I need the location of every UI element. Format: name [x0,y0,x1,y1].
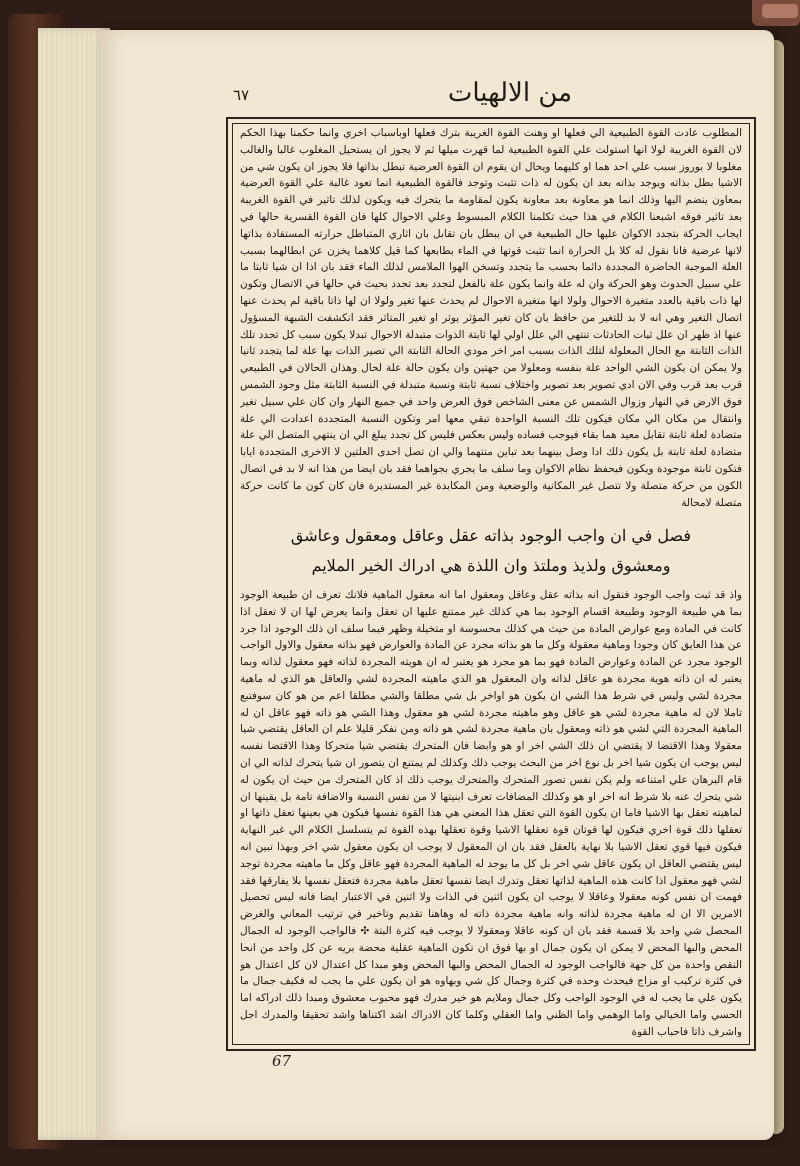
page-fore-edge [774,40,784,1134]
section-heading-line-2: ومعشوق ولذيذ وملتذ وان اللذة هي ادراك الخير الملايم [311,556,671,575]
paragraph-1: المطلوب عادت القوة الطبيعية الي فعلها او وهنت القوة الغريبة بترك فعلها اوباسباب اخري وانما حكمنا بهذا الحكم لان القوة الغريبة لولا انها استولت علي القوة الطبيعية لما قهرت ميلها ثم لا يجوز ان يستحيل المغلوب غالبا والغالب مغلوبا لا بوروز سبب علي احد هما او كليهما ويحال ان يقوم ان القوة العرضية تبطل بذاتها فلا يجوز ان يكون شي من الاشيا بطل بذاته ويوجد بذاته بعد ان يكون له ذات تثبت وتوجد فالقوة الطبيعية انما تعود غالبة علي القوة العرضية بمعاون ينضم اليها وذلك انما هو معاونة بعد معاونة يكون لمقاومة ما يتحرك فيه ويكون لذلك تاثير في القوة الغريبة بعد تاثير فوقه اشبعنا الكلام في هذا حيث تكلمنا الكلام المبسوط وعلي الاحوال كلها فان القوة القسرية حالها في ايجاب الحركة بتجدد الاكوان عليها حال الطبيعية في ان يبطل بان تقابل بان اثاري المتباطل حرارته المستفادة بذاتها لانها عرضية فانا نقول له كلا بل الحرارة انما تثبت قوتها في الماء بطابعها كما قيل كلاهما يخزن عن ابطالهما بسبب العلة الموجبة الحاضرة المجددة دائما بحسب ما يتجدد وتسخن الهوا الملامس لذلك الماء فقد بان اذا ان شيا ثابتا ما علي سبيل الحدوث وهو الحركة وان له علة وانما يكون علة بالفعل لتجدد بعد تجدد بحيث في حالها في الاتصال وتكون لها ذات باقية بالعدد متغيرة الاحوال ولولا انها متغيرة الاحوال لم يحدث عنها تغير ولولا ان لها ذاتا باقية لم يحدث عنها اتصال التغير وهي انه لا بد للتغير من حافظ بان كان تغير المؤثر يوثر او تغير المتاثر فقد انكشفت الشبهة المسؤول عنها اذ ظهر ان علل ثبات الحادثات تنتهي الي علل اولي لها ثابتة الذوات متبدلة الاحوال تبدلا يكون سبب كل تجدد تلك الذات الثابتة مع الحال المعلولة لتلك الذات بسبب امر اخر مودي الحالة الثابتة الي تصير الذات بها علة لما يتجدد ثانيا ولا يمكن ان يكون الشي الواحد علة بنفسه ومعلولا من جهتين وان يكون حالة علة لحال وهذان الحالان في الطبيعي قرب بعد قرب وفي الان ادي تصوير بعد تصوير واختلاف نسبة ثابتة ونسبة متبدلة في النسبة الثابتة مثل وجود الشمس فوق الارض في النهار وزوال الشمس عن معنى الشاخص فوق العرض واحد في جميع النهار وان كان علي سبيل تغير وانتقال من مكان الي مكان فيكون تلك النسبة الواحدة تبقي معها امر وتكون النسبة المتجددة اعدادت الي علة متضادة لعلة ثابتة تقابل معيد هما بقاء فيوجب فساده وليس بعكس فليس كل تجدد يبلغ الي ان ينتهي المتصل الي علة متضادة لعلة ثابتة بل يكون ذلك ادا وصل بينهما بعد تباين منتهما والي ان تصل احدى العلتين لا الاخرى المتجددة ايابا فتكون ثابتة موجودة ويكون فيحفظ نظام الاكوان وما سلف ما يجري بجواهما فقد بان ايضا من هذا انه لا بد في اتصال الكون من حركة متصلة ولا تتصل غير المكانية والوضعية ومن المكابدة غير المستديرة فان كان كون ما كانت حركة متصلة لامحالة [240,127,742,509]
bookmark-ribbon [752,0,800,26]
paragraph-2: واذ قد ثبت واجب الوجود فنقول انه بذاته عقل وعاقل ومعقول اما انه معقول الماهية فلانك تعرف ان طبيعة الوجود بما هي طبيعة الوجود وطبيعة اقسام الوجود بما هي كذلك غير ممتنع عليها ان تعقل وانما يعرض لها ان لا تعقل اذا كانت في المادة ومع عوارض المادة من حيث هي كذلك محسوسة او متخيلة وظهر فيما سلف ان ذلك الوجود اذا جرد عن هذا العايق كان وجودا وماهية معقولة وكل ما هو بذاته مجرد عن المادة والعوارض فهو بذاته معقول والاول الواجب الوجود مجرد عن المادة وعوارض المادة فهو بما هو مجرد هو يعتبر له ان هويته المجردة لذاته فهو معقول لذاته وبما يعتبر له ان ذاته هوية مجردة هو عاقل لذاته وان المعقول هو الذي ماهيته المجردة لشي والعاقل هو الذي له ماهية مجردة لشي وليس في شرط هذا الشي ان يكون هو اواخر بل شي مطلقا والشي مطلقا اعم من هو كان سوفتبع تاملا لان له ماهية مجردة لشي هو عاقل وهو ماهيته مجردة لشي هو معقول وهذا الشي هو ذاته فهو عاقل ان له الماهية المجردة التي لشي هو ذاته ومعقول بان ماهية مجردة لشي هو ذاته ومن نفكر قليلا علم ان العاقل يقتضي شيا معقولا وهذا الاقتضا لا يقتضي ان ذلك الشي اخر او هو وابضا فان المتحرك يقتضي شيا متحركا وهذا الاقتضا نفسه ليس يوجب ان يكون شيا اخر بل نوع اخر من البحث يوجب ذلك وكذلك لم يمتنع ان يتصور ان شيا يتحرك لذاته الي ان قام البرهان علي امتناعه ولم يكن نفس تصور المتحرك والمتحرك يوجب ذلك اذ كان المتحرك من حيث ان يكون له شي يتحرك عنه بلا شرط انه اخر او هو وكذلك المضافات تعرف ابنيتها لا من نفس النسبة والاضافة تامة بل يقينها ان لماهيته تعقل بها الاشيا فاما ان يكون القوة التي تعقل هذا المعني هي هذا القوة نفسها فيكون هي بعينها تعقل ذاتها او تعقلها ذلك قوة اخري فيكون لها قوتان قوة تعقلها الاشيا وقوة تعقلها بهذه القوة ثم يتسلسل الكلام الي غير النهاية فيكون فيها قوي تعقل الاشيا بلا نهاية بالعقل فقد بان ان المعقول لا يوجب ان يكون معقول شي اخر وبهذا تبين انه ليس يقتضي العاقل ان يكون عاقل شي اخر بل كل ما يوجد له الماهية المجردة فهو عاقل وكل ما ماهيته مجردة توجد لشي فهو معقول اذا كانت هذه الماهية لذاتها تعقل وتدرك ايضا نفسها تعقل ماهية مجردة فتعقل نفسها بلا يفارقها فقد فهمت ان نفس كونه معقولا وعاقلا لا يوجب ان يكون اثنين في الذات ولا اثنين في الاعتبار ايضا فانه ليس تحصيل الامرين الا ان له ماهية مجردة لذاته وانه ماهية مجردة ذاته له وهاهنا تقديم وتاخير في ترتيب المعاني والغرض المحصل شي واحد بلا قسمة فقد بان ان كونه عاقلا ومعقولا لا يوجب فيه كثرة البتة ✣ فالواجب الوجود له الجمال المحض والبها المحض لا يمكن ان يكون جمال او بها فوق ان تكون الماهية عقلية محضة بريه عن كل واحد من انحا النقص واحدة من كل جهة فالواجب الوجود له الجمال المحض والبها المحض وهو مبدا كل اعتدال لان كل اعتدال هو في كثرة تركيب او مزاج فيحدث وحده في كثرة وجمال كل شي وبهاوه هو ان يكون علي ما يجب له فكيف جمال ما يكون علي ما يجب له في الوجود الواجب وكل جمال وملايم هو خير مدرك فهو محبوب معشوق ومبدا ذلك ادراكه اما الحسي واما الخيالي واما الوهمي واما الظني واما العقلي وكلما كان الادراك اشد اكتناها واشد تحقيقا والمدرك اجل واشرف ذاتا فاحباب القوة [240,589,742,1037]
running-title: من الالهيات [447,78,573,108]
page-number-top: ٦٧ [233,86,250,104]
text-frame [226,117,756,1051]
page-number-bottom: 67 [272,1052,292,1070]
section-heading-line-1: فصل في ان واجب الوجود بذاته عقل وعاقل ومعقول وعاشق [290,526,692,545]
